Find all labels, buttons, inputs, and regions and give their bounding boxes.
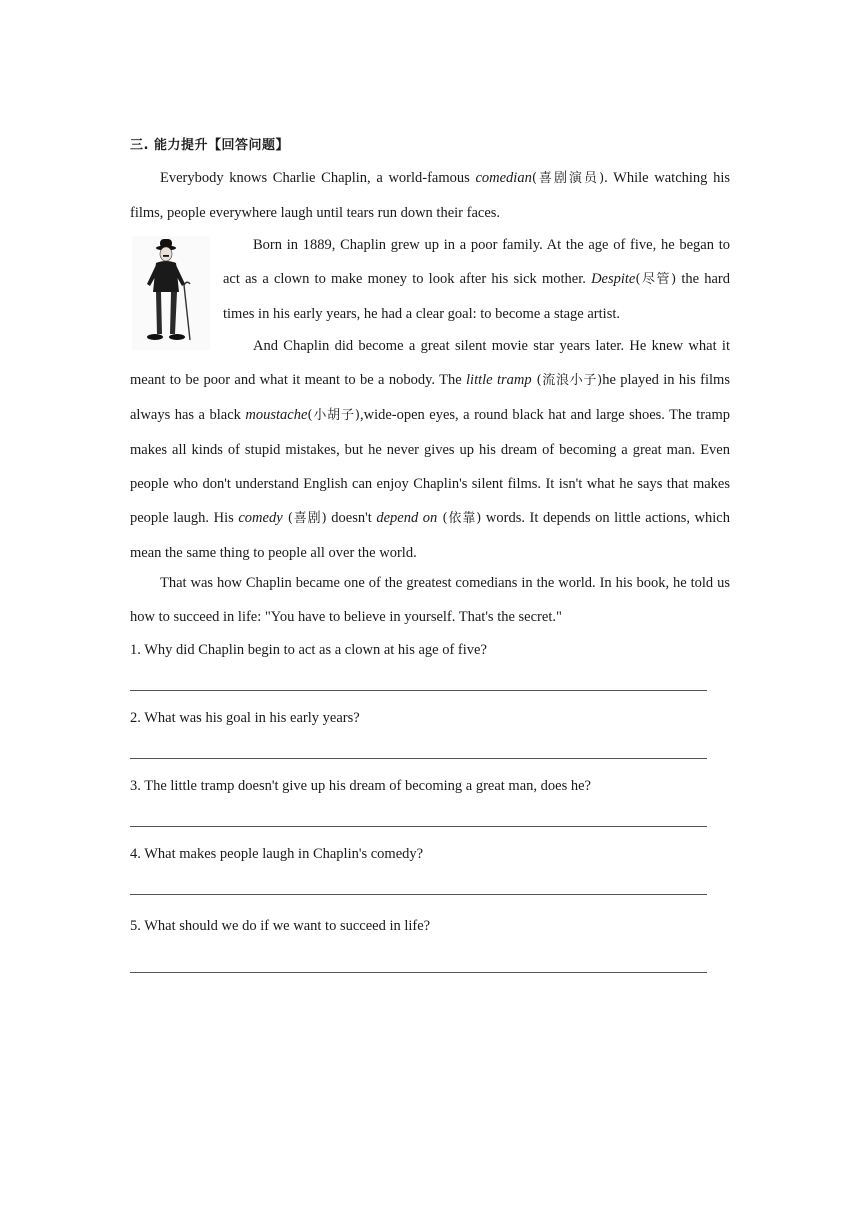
- vocab-term: comedy: [238, 510, 283, 526]
- answer-line-1[interactable]: [130, 690, 707, 691]
- vocab-gloss: (依靠): [437, 511, 482, 526]
- question-2: 2. What was his goal in his early years?: [130, 710, 360, 726]
- paragraph-1: [130, 161, 730, 230]
- answer-line-3[interactable]: [130, 826, 707, 827]
- vocab-gloss: (尽管): [635, 272, 677, 287]
- question-4: 4. What makes people laugh in Chaplin's comedy?: [130, 846, 424, 862]
- text-run: doesn't: [326, 510, 377, 526]
- vocab-gloss: (喜剧演员): [531, 171, 605, 186]
- question-5: 5. What should we do if we want to succeed in life?: [130, 918, 431, 934]
- answer-line-4[interactable]: [130, 894, 707, 895]
- paragraph-2: [223, 228, 730, 331]
- question-3: 3. The little tramp doesn't give up his dream of becoming a great man, does he?: [130, 778, 591, 794]
- vocab-term: moustache: [245, 407, 308, 423]
- section-heading: 三. 能力提升【回答问题】: [130, 138, 289, 153]
- text-run: words. It depends on little actions, which mean the same thing to people all over the world.: [130, 510, 730, 561]
- text-run: And Chaplin did become a great silent movie star years later. He knew what it meant to be poor and what it meant to be a nobody. The: [130, 338, 730, 388]
- paragraph-3: [130, 329, 730, 570]
- vocab-gloss: (喜剧): [282, 511, 327, 526]
- vocab-gloss: (小胡子): [307, 408, 360, 423]
- vocab-term: comedian: [475, 170, 532, 186]
- vocab-gloss: (流浪小子): [531, 373, 603, 388]
- text-run: he played in his films always has a black: [130, 372, 730, 423]
- paragraph-4: That was how Chaplin became one of the greatest comedians in the world. In his book, he told us how to succeed in life: "You have to believe in yourself. That's the secret.": [130, 575, 730, 625]
- text-run: ,wide-open eyes, a round black hat and large shoes. The tramp makes all kinds of stupid mistakes, but he never gives up his dream of becoming a great man. Even people who don't understand English can enjoy Chaplin's silent films. It isn't what he says that makes people laugh. His: [130, 407, 730, 526]
- text-run: Born in 1889, Chaplin grew up in a poor family. At the age of five, he began to act as a clown to make money to look after his sick mother.: [223, 237, 730, 287]
- text-run: the hard times in his early years, he had a clear goal: to become a stage artist.: [223, 271, 730, 322]
- vocab-term: little tramp: [466, 372, 532, 388]
- answer-line-5[interactable]: [130, 972, 707, 973]
- text-run: Everybody knows Charlie Chaplin, a world-famous: [160, 170, 476, 186]
- question-1: 1. Why did Chaplin begin to act as a clown at his age of five?: [130, 642, 487, 658]
- vocab-term: depend on: [376, 510, 438, 526]
- answer-line-2[interactable]: [130, 758, 707, 759]
- text-run: . While watching his films, people everywhere laugh until tears run down their faces.: [130, 170, 730, 221]
- vocab-term: Despite: [591, 271, 636, 287]
